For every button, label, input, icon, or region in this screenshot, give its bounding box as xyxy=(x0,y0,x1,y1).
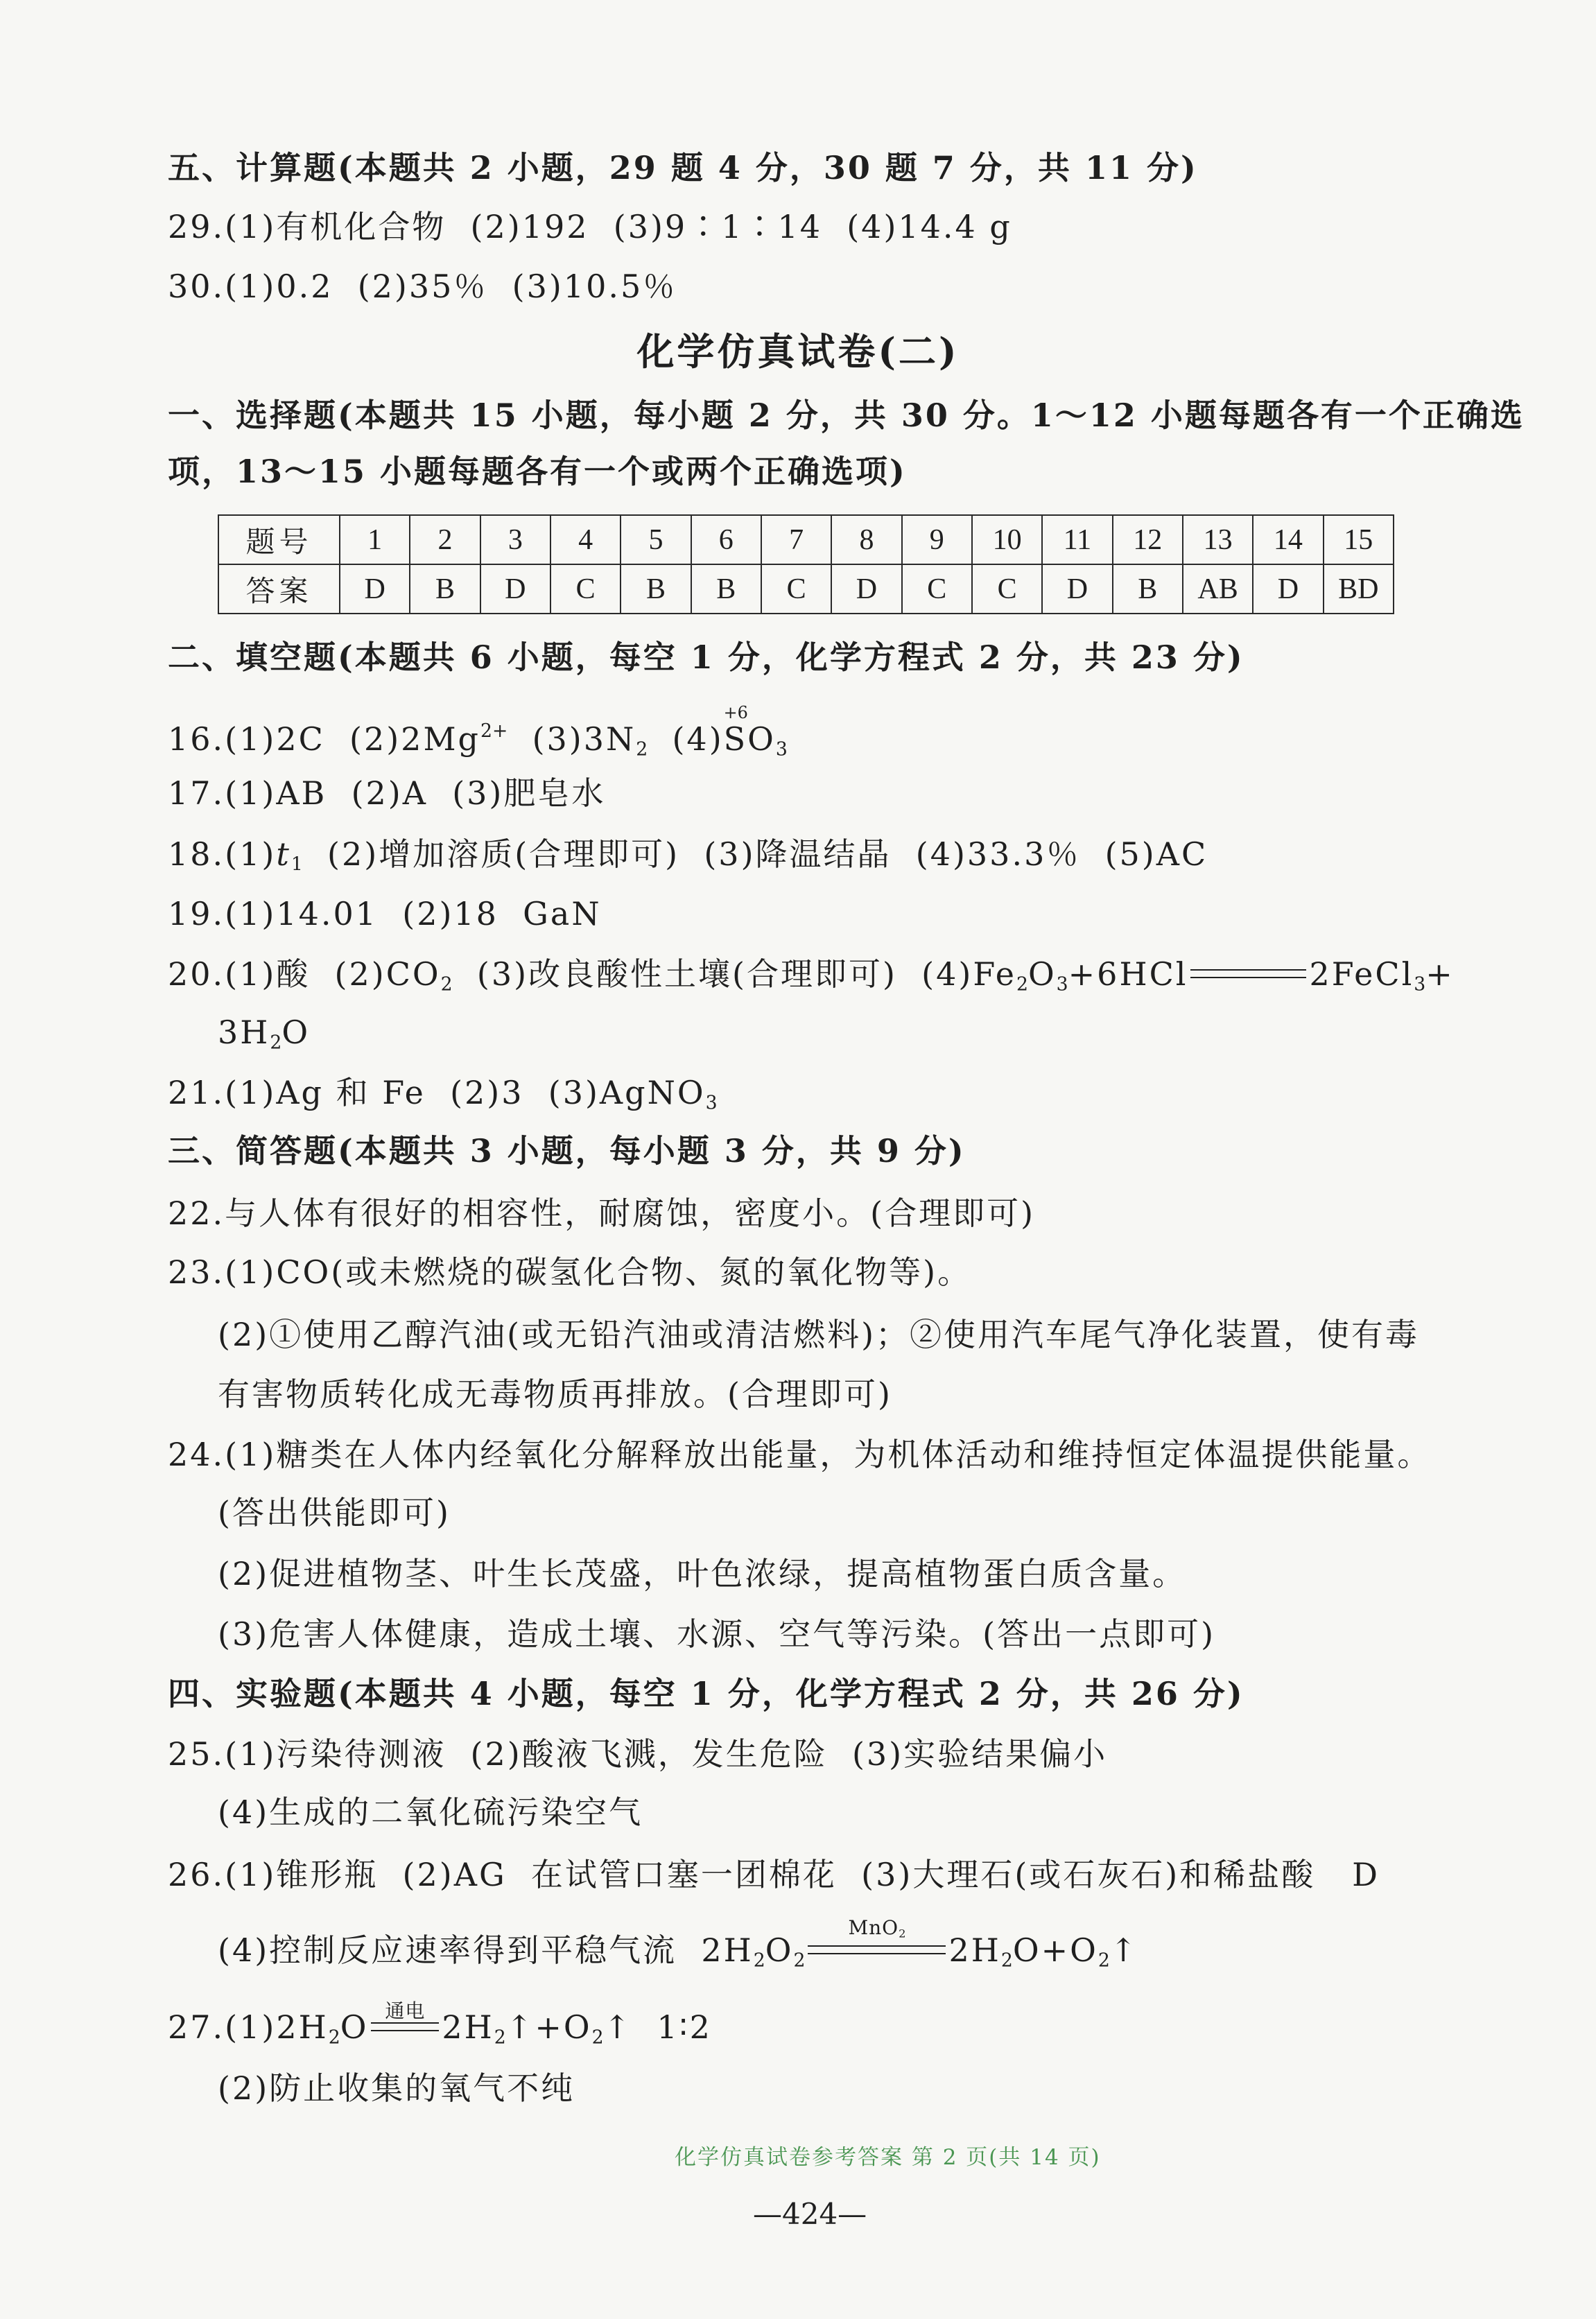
text-run: ↑ 1∶2 xyxy=(603,2008,712,2046)
reaction-equals-sign xyxy=(1190,969,1306,978)
answer-cell: AB xyxy=(1183,564,1253,614)
answer-cell: B xyxy=(621,564,691,614)
answer-20-line1 xyxy=(168,953,1455,995)
subscript: 2 xyxy=(899,1927,906,1940)
text-run: O+O xyxy=(1012,1931,1098,1969)
text-run: ↑+O xyxy=(505,2008,592,2046)
answer-cell: D xyxy=(1253,564,1323,614)
text-run: +6HCl xyxy=(1068,955,1188,993)
subscript: 2 xyxy=(591,2026,604,2049)
answer-30: 30.(1)0.2 (2)35％ (3)10.5％ xyxy=(168,268,677,305)
question-number-cell: 14 xyxy=(1253,515,1323,564)
reaction-condition xyxy=(808,1918,946,1945)
question-number-cell: 9 xyxy=(902,515,972,564)
text-run: O xyxy=(747,720,776,758)
question-number-cell: 8 xyxy=(831,515,901,564)
element-symbol: S xyxy=(723,720,748,758)
answer-24-line1: 24.(1)糖类在人体内经氧化分解释放出能量，为机体活动和维持恒定体温提供能量。 xyxy=(168,1436,1432,1473)
answer-27-line2: (2)防止收集的氧气不纯 xyxy=(218,2069,575,2107)
text-run: (3)3N xyxy=(508,720,636,758)
question-number-cell: 12 xyxy=(1113,515,1183,564)
question-number-cell: 15 xyxy=(1324,515,1394,564)
text-run: (2)增加溶质(合理即可) (3)降温结晶 (4)33.3％ (5)AC xyxy=(302,835,1208,873)
text-run: 21.(1)Ag 和 Fe (2)3 (3)AgNO xyxy=(168,1074,706,1111)
text-run: ↑ xyxy=(1109,1931,1139,1969)
answer-row xyxy=(218,564,1394,614)
text-run: O xyxy=(1027,955,1057,993)
italic-symbol: t xyxy=(276,835,291,873)
subscript: 2 xyxy=(1016,973,1028,996)
part1-heading-line1: 一、选择题(本题共 15 小题，每小题 2 分，共 30 分。1～12 小题每题各有一个正确选 xyxy=(168,397,1525,434)
text-run: (4)控制反应速率得到平稳气流 2H xyxy=(218,1931,754,1969)
subscript: 3 xyxy=(1056,973,1068,996)
text-run: O xyxy=(765,1931,794,1969)
text-run: (3)改良酸性土壤(合理即可) (4)Fe xyxy=(452,955,1016,993)
question-number-cell: 11 xyxy=(1042,515,1112,564)
answer-16 xyxy=(168,703,788,761)
answer-27-line1 xyxy=(168,1999,712,2049)
oxidation-number: +6 xyxy=(723,703,748,723)
answer-cell: D xyxy=(480,564,550,614)
subscript: 2 xyxy=(328,2026,340,2049)
answer-cell: C xyxy=(902,564,972,614)
question-number-cell: 3 xyxy=(480,515,550,564)
reaction-condition xyxy=(371,2001,439,2022)
answer-cell: C xyxy=(550,564,621,614)
superscript: 2+ xyxy=(480,720,508,742)
answer-19: 19.(1)14.01 (2)18 GaN xyxy=(168,895,602,932)
answer-22: 22.与人体有很好的相容性，耐腐蚀，密度小。(合理即可) xyxy=(168,1195,1036,1232)
text-run: 2H xyxy=(442,2008,494,2046)
reaction-equals-sign xyxy=(371,1999,439,2031)
part2-heading: 二、填空题(本题共 6 小题，每空 1 分，化学方程式 2 分，共 23 分) xyxy=(168,639,1244,676)
subscript: 2 xyxy=(440,973,453,996)
question-number-cell: 1 xyxy=(340,515,410,564)
question-number-cell: 2 xyxy=(410,515,480,564)
answer-24-line4: (3)危害人体健康，造成土壤、水源、空气等污染。(答出一点即可) xyxy=(218,1615,1216,1653)
text-run: 通电 xyxy=(385,1999,426,2022)
answer-17: 17.(1)AB (2)A (3)肥皂水 xyxy=(168,774,606,812)
part1-heading-line2: 项，13～15 小题每题各有一个或两个正确选项) xyxy=(168,453,907,490)
subscript: 2 xyxy=(1000,1949,1013,1972)
part5-heading: 五、计算题(本题共 2 小题，29 题 4 分，30 题 7 分，共 11 分) xyxy=(168,149,1198,186)
answer-table xyxy=(218,514,1394,614)
oxidation-state-element xyxy=(723,703,748,760)
footer-caption: 化学仿真试卷参考答案 第 2 页(共 14 页) xyxy=(675,2145,1101,2170)
answer-cell: C xyxy=(761,564,831,614)
question-number-row xyxy=(218,515,1394,564)
text-run: 27.(1)2H xyxy=(168,2008,329,2046)
answer-cell: B xyxy=(1113,564,1183,614)
text-run: 18.(1) xyxy=(168,835,277,873)
text-run: + xyxy=(1425,955,1455,993)
subscript: 2 xyxy=(270,1032,282,1054)
question-number-cell: 13 xyxy=(1183,515,1253,564)
question-number-label: 题号 xyxy=(218,515,340,564)
answer-18 xyxy=(168,833,1208,875)
subscript: 2 xyxy=(793,1949,806,1972)
subscript: 3 xyxy=(1414,973,1426,996)
answer-24-line3: (2)促进植物茎、叶生长茂盛，叶色浓绿，提高植物蛋白质含量。 xyxy=(218,1555,1187,1592)
answer-cell: D xyxy=(340,564,410,614)
page-number: —424— xyxy=(753,2197,867,2231)
answer-23-line1: 23.(1)CO(或未燃烧的碳氢化合物、氮的氧化物等)。 xyxy=(168,1253,972,1291)
answer-cell: B xyxy=(691,564,761,614)
answer-cell: D xyxy=(1042,564,1112,614)
subscript: 2 xyxy=(1098,1949,1110,1972)
text-run: 3H xyxy=(218,1014,270,1051)
subscript: 2 xyxy=(753,1949,765,1972)
text-run: 16.(1)2C (2)2Mg xyxy=(168,720,480,758)
question-number-cell: 6 xyxy=(691,515,761,564)
text-run: 2FeCl xyxy=(1309,955,1414,993)
answer-20-line2 xyxy=(218,1011,310,1053)
answer-23-line2: (2)①使用乙醇汽油(或无铅汽油或清洁燃料)；②使用汽车尾气净化装置，使有毒 xyxy=(218,1316,1420,1353)
answer-29: 29.(1)有机化合物 (2)192 (3)9∶1∶14 (4)14.4 g xyxy=(168,208,1012,245)
exam-title: 化学仿真试卷(二) xyxy=(636,329,960,374)
subscript: 3 xyxy=(705,1092,718,1114)
part4-heading: 四、实验题(本题共 4 小题，每空 1 分，化学方程式 2 分，共 26 分) xyxy=(168,1675,1244,1712)
text-run: 2H xyxy=(948,1931,1001,1969)
answer-21 xyxy=(168,1072,718,1113)
answer-cell: B xyxy=(410,564,480,614)
question-number-cell: 7 xyxy=(761,515,831,564)
question-number-cell: 4 xyxy=(550,515,621,564)
text-run: O xyxy=(340,2008,369,2046)
subscript: 2 xyxy=(494,2026,506,2049)
subscript: 3 xyxy=(775,738,788,761)
text-run: O xyxy=(281,1014,311,1051)
answer-cell: D xyxy=(831,564,901,614)
part3-heading: 三、简答题(本题共 3 小题，每小题 3 分，共 9 分) xyxy=(168,1132,966,1170)
answer-26-line2 xyxy=(218,1916,1139,1972)
answer-cell: C xyxy=(972,564,1042,614)
text-run: 20.(1)酸 (2)CO xyxy=(168,955,441,993)
answer-cell: BD xyxy=(1324,564,1394,614)
answer-label: 答案 xyxy=(218,564,340,614)
text-run: (4) xyxy=(648,720,724,758)
answer-23-line3: 有害物质转化成无毒物质再排放。(合理即可) xyxy=(218,1375,892,1413)
answer-24-line2: (答出供能即可) xyxy=(218,1494,451,1531)
answer-25-line1: 25.(1)污染待测液 (2)酸液飞溅，发生危险 (3)实验结果偏小 xyxy=(168,1735,1108,1773)
question-number-cell: 5 xyxy=(621,515,691,564)
subscript: 2 xyxy=(636,738,648,761)
text-run: MnO xyxy=(848,1916,899,1940)
answer-26-line1: 26.(1)锥形瓶 (2)AG 在试管口塞一团棉花 (3)大理石(或石灰石)和稀盐酸 D xyxy=(168,1856,1380,1893)
question-number-cell: 10 xyxy=(972,515,1042,564)
reaction-equals-sign xyxy=(808,1916,946,1954)
answer-25-line2: (4)生成的二氧化硫污染空气 xyxy=(218,1793,643,1831)
subscript: 1 xyxy=(290,853,303,876)
